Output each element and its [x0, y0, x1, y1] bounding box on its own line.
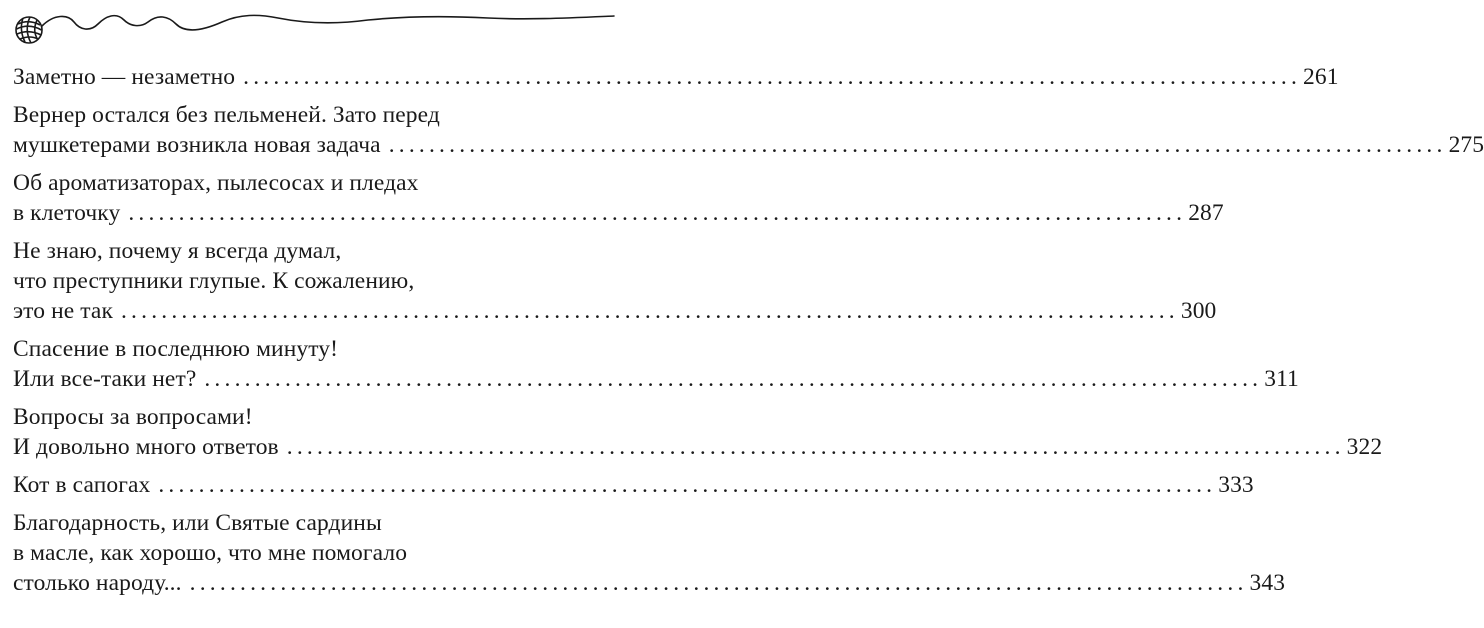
toc-entry-title: столько народу... [13, 570, 182, 596]
toc-entry-last-line [13, 568, 1286, 598]
toc-entry-title: это не так [13, 298, 113, 324]
toc-entry[interactable] [13, 236, 1217, 326]
toc-entry-title-line: Благодарность, или Святые сардины [13, 510, 382, 536]
header-ornament [8, 4, 620, 50]
toc-page-number: 343 [1249, 570, 1286, 596]
leader-dots: ......................................................................................................... [388, 132, 1447, 158]
toc-entry[interactable] [13, 508, 1286, 598]
toc-entry-last-line [13, 432, 1383, 462]
toc-page-number: 287 [1188, 200, 1224, 226]
toc-page-number: 275 [1448, 132, 1484, 158]
toc-entry-last-line [13, 130, 1484, 160]
toc-entry-last-line [13, 470, 1254, 500]
toc-entry-title: Кот в сапогах [13, 472, 151, 498]
toc-entry-title-line: что преступники глупые. К сожалению, [13, 268, 415, 294]
toc-page-number: 311 [1264, 366, 1299, 392]
toc-entry[interactable] [13, 62, 1339, 92]
toc-entry-last-line [13, 364, 1299, 394]
leader-dots: ......................................................................................................... [120, 298, 1179, 324]
toc-entry-title-line: Вернер остался без пельменей. Зато перед [13, 102, 440, 128]
toc-page-number: 322 [1346, 434, 1383, 460]
toc-entry-title: Заметно — незаметно [13, 64, 236, 90]
toc-entry-last-line [13, 296, 1217, 326]
leader-dots: ......................................................................................................... [286, 434, 1345, 460]
toc-page-number: 333 [1218, 472, 1254, 498]
toc-entry[interactable] [13, 470, 1254, 500]
toc-entry[interactable] [13, 334, 1299, 394]
toc-entry[interactable] [13, 100, 1484, 160]
toc-entry-title-line: в масле, как хорошо, что мне помогало [13, 540, 408, 566]
toc-entry-last-line [13, 198, 1224, 228]
toc-entry-title-line: Вопросы за вопросами! [13, 404, 253, 430]
leader-dots: ......................................................................................................... [204, 366, 1263, 392]
leader-dots: ......................................................................................................... [189, 570, 1248, 596]
toc-entry-last-line [13, 62, 1339, 92]
leader-dots: ......................................................................................................... [243, 64, 1302, 90]
toc-entry-title: мушкетерами возникла новая задача [13, 132, 381, 158]
toc-entry-title: Или все-таки нет? [13, 366, 197, 392]
leader-dots: ......................................................................................................... [128, 200, 1187, 226]
toc-page-number: 261 [1303, 64, 1339, 90]
leader-dots: ......................................................................................................... [158, 472, 1217, 498]
toc-entry-title-line: Об ароматизаторах, пылесосах и пледах [13, 170, 419, 196]
toc-entry-title: в клеточку [13, 200, 121, 226]
yarn-ball-icon [16, 17, 42, 43]
toc-entry-title-line: Не знаю, почему я всегда думал, [13, 238, 342, 264]
toc-entry-title: И довольно много ответов [13, 434, 279, 460]
toc-entry[interactable] [13, 168, 1224, 228]
toc-entry-title-line: Спасение в последнюю минуту! [13, 336, 339, 362]
toc-entry[interactable] [13, 402, 1383, 462]
toc-page-number: 300 [1180, 298, 1217, 324]
table-of-contents [13, 62, 1484, 606]
wavy-thread-icon [42, 15, 614, 30]
